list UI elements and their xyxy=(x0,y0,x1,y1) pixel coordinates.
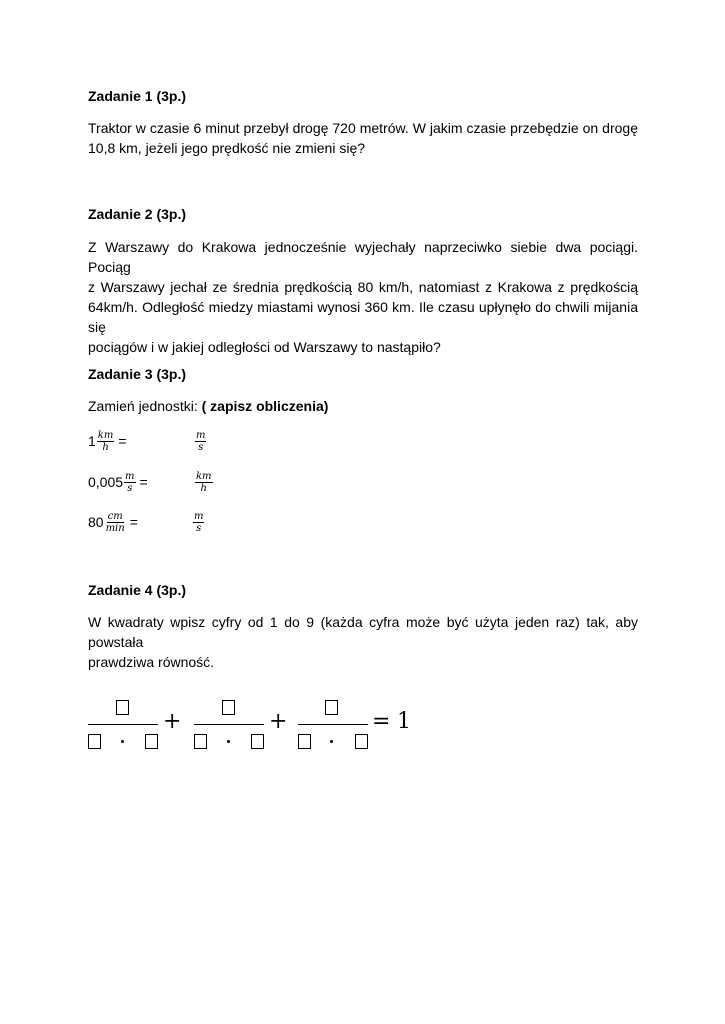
fraction-3-denominator-box-a[interactable] xyxy=(298,734,311,749)
task1-line-1: Traktor w czasie 6 minut przebył drogę 720 metrów. W jakim czasie przebędzie on drogę xyxy=(88,120,638,136)
conversion-row-1 xyxy=(88,428,288,454)
conversion-1-from-unit: $\frac{km}{h}$ xyxy=(97,429,114,453)
worksheet-page xyxy=(88,0,638,1024)
conversion-3-value: 80 xyxy=(88,514,104,530)
fraction-3-denominator-box-b[interactable] xyxy=(355,734,368,749)
task2-line-2: z Warszawy jechał ze średnia prędkością 80 km/h, natomiast z Krakowa z prędkością xyxy=(88,279,638,295)
task2-text xyxy=(88,237,638,357)
fraction-2-bar xyxy=(194,724,264,725)
conversion-2-value: 0,005 xyxy=(88,474,124,490)
task3-intro xyxy=(88,396,328,416)
fraction-1-bar xyxy=(88,724,158,725)
fraction-1-multiply-dot xyxy=(121,740,124,743)
digit-equation xyxy=(88,694,648,758)
conversion-3-equals: = xyxy=(129,514,138,530)
conversion-1-value: 1 xyxy=(88,433,96,449)
fraction-2-denominator-box-b[interactable] xyxy=(251,734,264,749)
conversion-3-to-unit: $\frac{m}{s}$ xyxy=(194,510,204,534)
fraction-3-multiply-dot xyxy=(330,740,333,743)
task2-line-3: 64km/h. Odległość miedzy miastami wynosi 360 km. Ile czasu upłynęło do chwili mijania się xyxy=(88,299,638,335)
task3-intro-bold: ( zapisz obliczenia) xyxy=(201,398,329,414)
equals-sign: = xyxy=(372,709,391,734)
task2-line-4: pociągów i w jakiej odległości od Warszawy to nastąpiło? xyxy=(88,339,441,355)
conversion-row-3 xyxy=(88,509,288,535)
fraction-2-multiply-dot xyxy=(227,740,230,743)
task4-line-1: W kwadraty wpisz cyfry od 1 do 9 (każda cyfra może być użyta jeden raz) tak, aby powstała xyxy=(88,614,638,650)
fraction-3-numerator-box[interactable] xyxy=(325,700,338,715)
conversion-3-from-unit: $\frac{cm}{\min}$ xyxy=(105,510,125,534)
task4-title: Zadanie 4 (3p.) xyxy=(88,582,187,598)
fraction-3-bar xyxy=(298,724,368,725)
task4-text xyxy=(88,612,638,672)
fraction-1-denominator-box-a[interactable] xyxy=(88,734,101,749)
fraction-2-denominator-box-a[interactable] xyxy=(194,734,207,749)
task1-line-2: 10,8 km, jeżeli jego prędkość nie zmieni się? xyxy=(88,140,366,156)
task2-line-1: Z Warszawy do Krakowa jednocześnie wyjechały naprzeciwko siebie dwa pociągi. Pociąg xyxy=(88,239,638,275)
task3-title: Zadanie 3 (3p.) xyxy=(88,366,187,382)
plus-sign-2: + xyxy=(269,709,288,734)
conversion-1-equals: = xyxy=(118,433,127,449)
task4-line-2: prawdziwa równość. xyxy=(88,654,215,670)
equation-result: 1 xyxy=(397,709,411,734)
plus-sign-1: + xyxy=(163,709,182,734)
conversion-2-equals: = xyxy=(139,474,148,490)
task1-title: Zadanie 1 (3p.) xyxy=(88,88,187,104)
fraction-1-numerator-box[interactable] xyxy=(116,700,129,715)
fraction-2-numerator-box[interactable] xyxy=(222,700,235,715)
conversion-1-to-unit: $\frac{m}{s}$ xyxy=(196,429,206,453)
task1-text xyxy=(88,118,638,158)
conversion-row-2 xyxy=(88,469,288,495)
conversion-2-to-unit: $\frac{km}{h}$ xyxy=(196,470,212,494)
fraction-1-denominator-box-b[interactable] xyxy=(145,734,158,749)
task3-intro-plain: Zamień jednostki: xyxy=(88,398,202,414)
conversion-2-from-unit: $\frac{m}{s}$ xyxy=(125,470,135,494)
task2-title: Zadanie 2 (3p.) xyxy=(88,206,187,222)
